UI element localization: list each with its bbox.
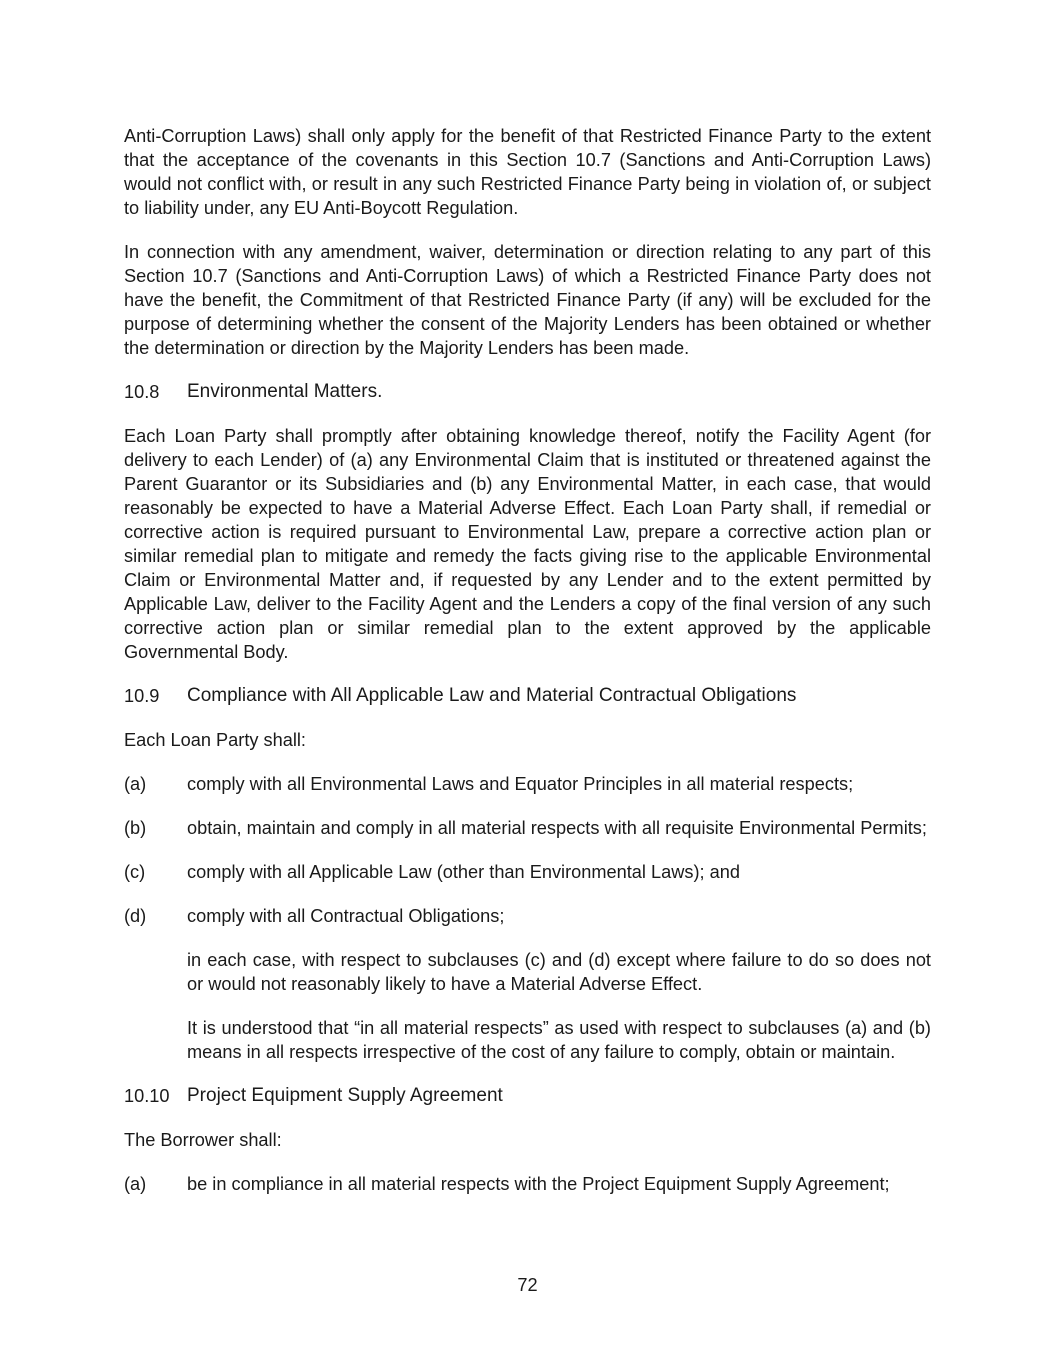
list-item-label: (d) xyxy=(124,906,147,926)
list-item xyxy=(124,816,931,840)
paragraph-subclause-note: in each case, with respect to subclauses (c) and (d) except where failure to do so does not or would not reasonably likely to have a Material Adverse Effect. xyxy=(187,950,931,994)
paragraph-sanctions-benefit: Anti-Corruption Laws) shall only apply for the benefit of that Restricted Finance Party to the extent that the acceptance of the covenants in this Section 10.7 (Sanctions and Anti-Corruption Laws) would not conflict with, or result in any such Restricted Finance Party being in violation of, or subject to liability under, any EU Anti-Boycott Regulation. xyxy=(124,126,931,218)
section-title: Compliance with All Applicable Law and Material Contractual Obligations xyxy=(187,685,797,706)
page-number: 72 xyxy=(517,1275,538,1295)
list-item-text: obtain, maintain and comply in all material respects with all requisite Environmental Permits; xyxy=(187,818,927,838)
section-title: Environmental Matters. xyxy=(187,381,383,402)
paragraph-environmental-matters: Each Loan Party shall promptly after obtaining knowledge thereof, notify the Facility Agent (for delivery to each Lender) of (a) any Environmental Claim that is instituted or threatened against the Parent Guarantor or its Subsidiaries and (b) any Environmental Matter, in each case, that would reasonably be expected to have a Material Adverse Effect. Each Loan Party shall, if remedial or corrective action is required pursuant to Environmental Law, prepare a corrective action plan or similar remedial plan to mitigate and remedy the facts giving rise to the applicable Environmental Claim or Environmental Matter and, if requested by any Lender and to the extent permitted by Applicable Law, deliver to the Facility Agent and the Lenders a copy of the final version of any such corrective action plan or similar remedial plan to the extent approved by the applicable Governmental Body. xyxy=(124,426,931,662)
paragraph-intro: Each Loan Party shall: xyxy=(124,730,306,750)
paragraph-material-respects-note: It is understood that “in all material respects” as used with respect to subclauses (a) and (b) means in all respects irrespective of the cost of any failure to comply, obtain or maintain. xyxy=(187,1018,931,1062)
list-item-label: (a) xyxy=(124,774,147,794)
section-heading-10-9 xyxy=(124,684,931,708)
list-item-text: comply with all Contractual Obligations; xyxy=(187,906,505,926)
section-heading-10-8 xyxy=(124,380,931,404)
section-title: Project Equipment Supply Agreement xyxy=(187,1085,503,1106)
paragraph-amendment-waiver: In connection with any amendment, waiver, determination or direction relating to any part of this Section 10.7 (Sanctions and Anti-Corruption Laws) of which a Restricted Finance Party does not have the benefit, the Commitment of that Restricted Finance Party (if any) will be excluded for the purpose of determining whether the consent of the Majority Lenders has been obtained or whether the determination or direction by the Majority Lenders has been made. xyxy=(124,242,931,358)
paragraph-intro: The Borrower shall: xyxy=(124,1130,282,1150)
list-item xyxy=(124,904,931,928)
list-item-text: be in compliance in all material respects with the Project Equipment Supply Agreement; xyxy=(187,1174,890,1194)
section-heading-10-10 xyxy=(124,1084,931,1108)
list-item-text: comply with all Environmental Laws and Equator Principles in all material respects; xyxy=(187,774,854,794)
list-item-label: (b) xyxy=(124,818,147,838)
section-number: 10.10 xyxy=(124,1086,170,1106)
list-item-text: comply with all Applicable Law (other than Environmental Laws); and xyxy=(187,862,740,882)
list-item xyxy=(124,860,931,884)
document-page xyxy=(124,124,931,1216)
section-number: 10.8 xyxy=(124,382,160,402)
section-number: 10.9 xyxy=(124,686,160,706)
list-item-label: (a) xyxy=(124,1174,147,1194)
list-item xyxy=(124,1172,931,1196)
list-item xyxy=(124,772,931,796)
list-item-label: (c) xyxy=(124,862,146,882)
